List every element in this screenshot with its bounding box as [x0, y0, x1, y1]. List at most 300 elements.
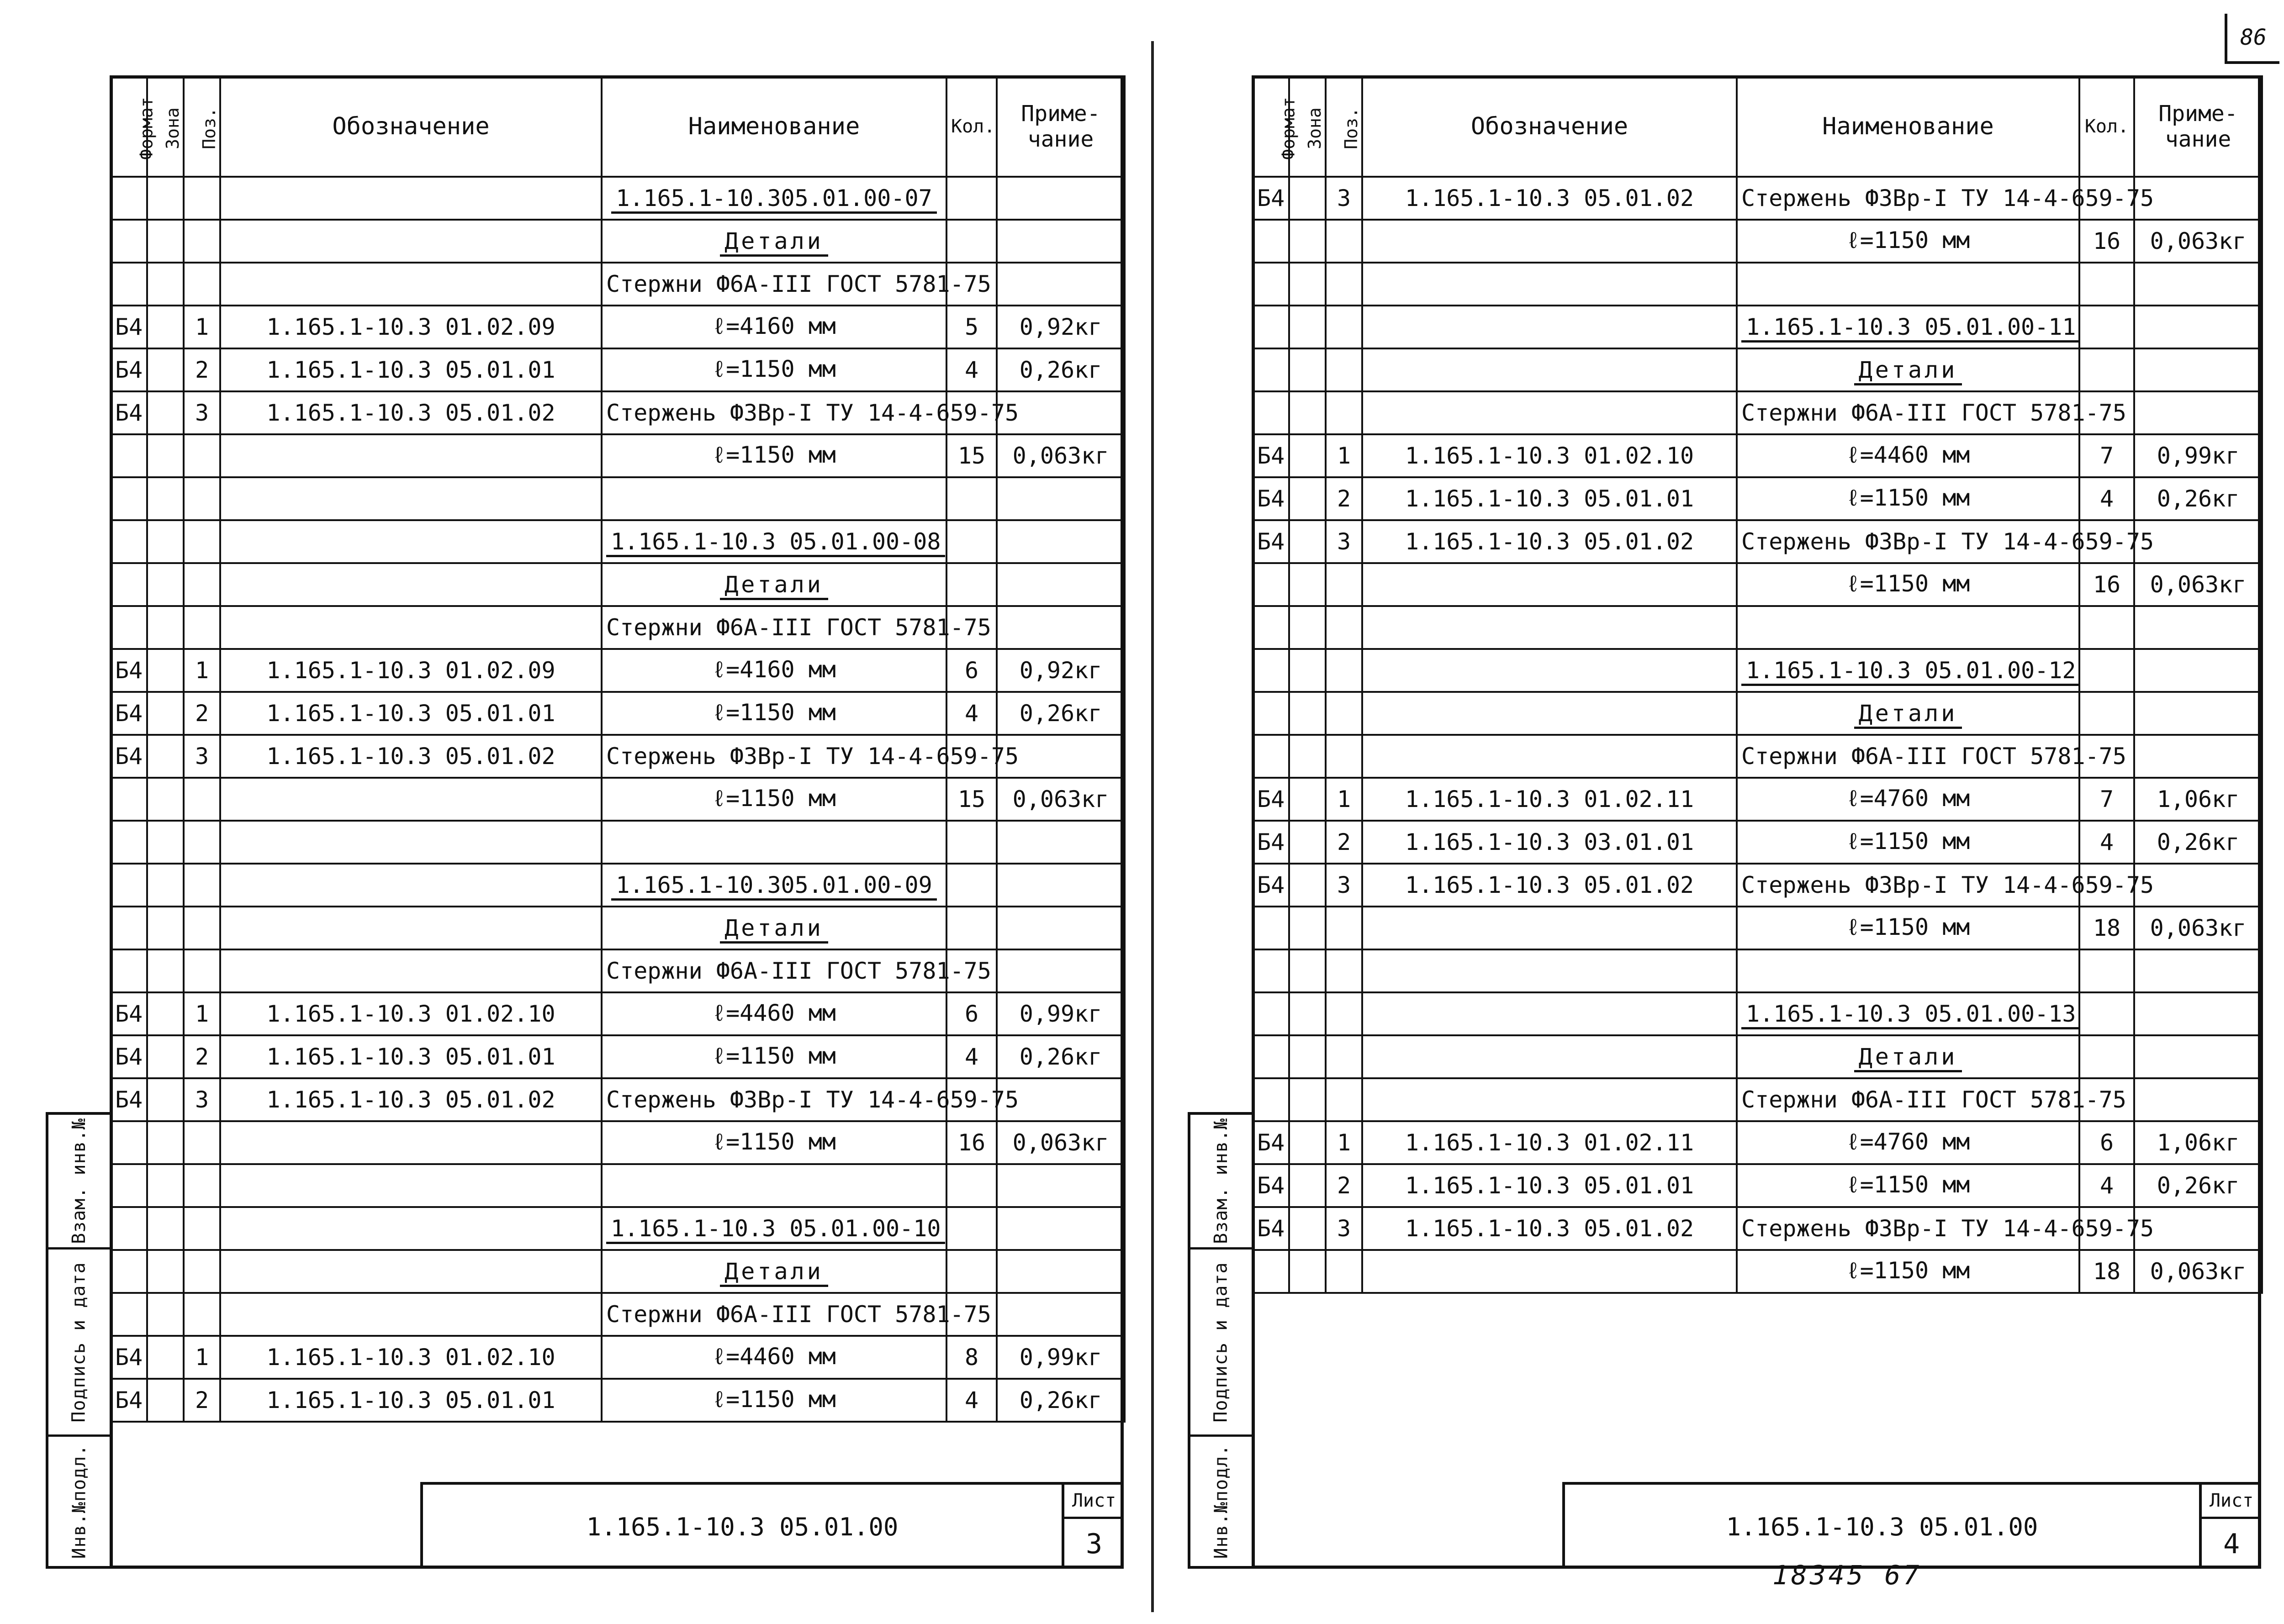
- cell-pos: [1326, 649, 1362, 692]
- cell-name: [1737, 649, 2079, 692]
- cell-qty: 16: [946, 1121, 997, 1164]
- col-format: Формат: [111, 76, 147, 177]
- cell-designation: 1.165.1-10.3 01.02.10: [220, 1336, 602, 1379]
- cell-format: [111, 263, 147, 306]
- cell-qty: [2079, 348, 2134, 391]
- table-row: [111, 520, 1125, 563]
- cell-qty: [2079, 649, 2134, 692]
- cell-designation: [220, 821, 602, 864]
- cell-note: [997, 477, 1125, 520]
- cell-qty: [2079, 1035, 2134, 1078]
- cell-name: ℓ=1150 мм: [1737, 477, 2079, 520]
- cell-pos: 2: [184, 348, 220, 391]
- cell-zone: [1289, 220, 1326, 263]
- spec-table-right: [1252, 75, 2263, 1294]
- cell-designation: [1362, 391, 1737, 434]
- cell-note: [997, 520, 1125, 563]
- cell-designation: [1362, 907, 1737, 949]
- cell-designation: 1.165.1-10.3 05.01.01: [220, 1379, 602, 1422]
- cell-designation: [220, 263, 602, 306]
- cell-format: [1253, 391, 1289, 434]
- spec-sheet-right: [1211, 75, 2261, 1569]
- col-name: Наименование: [1737, 76, 2079, 177]
- cell-name: Стержень Ф3Вр-I ТУ 14-4-659-75: [1737, 177, 2079, 220]
- table-row: [1253, 949, 2262, 992]
- cell-note: 0,063кг: [997, 778, 1125, 821]
- cell-pos: 2: [184, 1379, 220, 1422]
- cell-zone: [147, 1379, 184, 1422]
- cell-zone: [147, 907, 184, 949]
- cell-zone: [1289, 1164, 1326, 1207]
- cell-note: [2134, 649, 2262, 692]
- cell-format: Б4: [111, 992, 147, 1035]
- cell-note: 0,26кг: [997, 692, 1125, 735]
- cell-zone: [1289, 263, 1326, 306]
- col-designation: Обозначение: [220, 76, 602, 177]
- cell-designation: [220, 1293, 602, 1336]
- table-row: [111, 220, 1125, 263]
- cell-designation: 1.165.1-10.3 05.01.02: [220, 391, 602, 434]
- cell-format: [111, 563, 147, 606]
- cell-name: Стержни Ф6А-III ГОСТ 5781-75: [602, 1293, 946, 1336]
- table-header-row: [111, 76, 1125, 177]
- table-row: [1253, 649, 2262, 692]
- cell-pos: [184, 907, 220, 949]
- corner-sheet-mark: [2225, 14, 2279, 64]
- cell-designation: [220, 864, 602, 907]
- cell-pos: [1326, 563, 1362, 606]
- cell-qty: 4: [2079, 1164, 2134, 1207]
- cell-designation: 1.165.1-10.3 01.02.10: [220, 992, 602, 1035]
- cell-name: Стержень Ф3Вр-I ТУ 14-4-659-75: [602, 391, 946, 434]
- cell-note: [2134, 692, 2262, 735]
- stamp-sign-date: Подпись и дата: [1190, 1247, 1252, 1434]
- cell-pos: 1: [184, 649, 220, 692]
- cell-pos: 1: [184, 1336, 220, 1379]
- cell-pos: [184, 177, 220, 220]
- assembly-mark: 1.165.1-10.305.01.00-09: [611, 872, 936, 901]
- cell-format: [111, 1121, 147, 1164]
- cell-designation: [1362, 306, 1737, 348]
- cell-pos: [184, 220, 220, 263]
- cell-pos: [184, 606, 220, 649]
- cell-format: [1253, 1035, 1289, 1078]
- table-row: [1253, 864, 2262, 907]
- corner-mark-text: 86: [2240, 25, 2267, 50]
- cell-pos: [184, 477, 220, 520]
- table-row: [111, 263, 1125, 306]
- cell-note: 0,063кг: [997, 1121, 1125, 1164]
- archive-number: 18345 67: [1772, 1560, 1922, 1591]
- stamp-replaced-inv: Взам. инв.№: [69, 1118, 90, 1244]
- stamp-replaced-inv: Взам. инв.№: [1211, 1118, 1232, 1244]
- table-row: [111, 391, 1125, 434]
- cell-name: [602, 1207, 946, 1250]
- cell-zone: [147, 177, 184, 220]
- title-block-left: [420, 1482, 1124, 1569]
- cell-pos: [1326, 220, 1362, 263]
- cell-qty: 15: [946, 778, 997, 821]
- cell-zone: [1289, 949, 1326, 992]
- cell-pos: [184, 1207, 220, 1250]
- cell-qty: 7: [2079, 778, 2134, 821]
- table-body-left: [111, 177, 1125, 1422]
- cell-name: ℓ=4460 мм: [602, 992, 946, 1035]
- cell-name: Стержни Ф6А-III ГОСТ 5781-75: [602, 263, 946, 306]
- cell-zone: [1289, 306, 1326, 348]
- cell-qty: 4: [946, 348, 997, 391]
- cell-name: [602, 864, 946, 907]
- cell-zone: [147, 1121, 184, 1164]
- cell-format: Б4: [1253, 1207, 1289, 1250]
- cell-name: Стержни Ф6А-III ГОСТ 5781-75: [1737, 1078, 2079, 1121]
- table-row: [111, 1336, 1125, 1379]
- cell-zone: [1289, 992, 1326, 1035]
- cell-zone: [147, 992, 184, 1035]
- cell-designation: 1.165.1-10.3 05.01.02: [1362, 864, 1737, 907]
- cell-format: Б4: [111, 735, 147, 778]
- cell-zone: [1289, 1207, 1326, 1250]
- cell-qty: [946, 563, 997, 606]
- table-row: [1253, 907, 2262, 949]
- spec-sheet-left: [69, 75, 1124, 1569]
- cell-name: Стержень Ф3Вр-I ТУ 14-4-659-75: [602, 735, 946, 778]
- cell-designation: [1362, 1035, 1737, 1078]
- cell-qty: [946, 1164, 997, 1207]
- table-row: [1253, 1078, 2262, 1121]
- cell-format: Б4: [111, 649, 147, 692]
- cell-format: [1253, 949, 1289, 992]
- table-row: [111, 177, 1125, 220]
- cell-format: Б4: [1253, 1164, 1289, 1207]
- table-row: [111, 1121, 1125, 1164]
- cell-name: Стержни Ф6А-III ГОСТ 5781-75: [602, 606, 946, 649]
- cell-note: [997, 821, 1125, 864]
- section-heading: Детали: [720, 915, 828, 944]
- cell-name: [1737, 306, 2079, 348]
- cell-pos: 1: [184, 306, 220, 348]
- spec-table-left: [110, 75, 1126, 1423]
- cell-note: [997, 263, 1125, 306]
- cell-name: ℓ=4460 мм: [602, 1336, 946, 1379]
- cell-zone: [1289, 477, 1326, 520]
- cell-qty: [2079, 949, 2134, 992]
- assembly-mark: 1.165.1-10.305.01.00-07: [611, 185, 936, 214]
- cell-zone: [147, 1336, 184, 1379]
- cell-note: [997, 606, 1125, 649]
- table-row: [111, 606, 1125, 649]
- cell-pos: 1: [1326, 434, 1362, 477]
- cell-note: 0,26кг: [997, 1379, 1125, 1422]
- cell-qty: [2079, 692, 2134, 735]
- cell-designation: [220, 778, 602, 821]
- table-row: [1253, 1035, 2262, 1078]
- table-row: [1253, 1164, 2262, 1207]
- cell-zone: [1289, 649, 1326, 692]
- cell-format: Б4: [1253, 864, 1289, 907]
- cell-pos: 2: [184, 692, 220, 735]
- cell-name: ℓ=1150 мм: [1737, 907, 2079, 949]
- cell-format: Б4: [111, 348, 147, 391]
- cell-zone: [1289, 1250, 1326, 1293]
- sheet-number: 4: [2223, 1528, 2240, 1560]
- cell-zone: [1289, 735, 1326, 778]
- cell-pos: [1326, 949, 1362, 992]
- cell-designation: [220, 177, 602, 220]
- cell-zone: [147, 949, 184, 992]
- cell-pos: 3: [1326, 864, 1362, 907]
- cell-qty: [2079, 306, 2134, 348]
- cell-zone: [1289, 1035, 1326, 1078]
- col-name: Наименование: [602, 76, 946, 177]
- cell-designation: 1.165.1-10.3 05.01.01: [220, 692, 602, 735]
- table-row: [111, 864, 1125, 907]
- cell-qty: [946, 907, 997, 949]
- cell-name: [1737, 263, 2079, 306]
- cell-qty: [946, 220, 997, 263]
- table-row: [1253, 348, 2262, 391]
- assembly-mark: 1.165.1-10.3 05.01.00-11: [1741, 314, 2080, 343]
- cell-zone: [1289, 348, 1326, 391]
- table-row: [1253, 1121, 2262, 1164]
- cell-designation: 1.165.1-10.3 05.01.01: [1362, 1164, 1737, 1207]
- cell-qty: 18: [2079, 1250, 2134, 1293]
- cell-zone: [147, 1035, 184, 1078]
- cell-designation: [1362, 348, 1737, 391]
- table-row: [1253, 306, 2262, 348]
- cell-note: [2134, 1035, 2262, 1078]
- cell-qty: [2079, 263, 2134, 306]
- col-pos: Поз.: [1326, 76, 1362, 177]
- cell-pos: [184, 563, 220, 606]
- cell-pos: 3: [1326, 177, 1362, 220]
- cell-zone: [147, 263, 184, 306]
- cell-qty: [946, 821, 997, 864]
- center-fold-line: [1151, 41, 1154, 1612]
- cell-qty: 18: [2079, 907, 2134, 949]
- cell-zone: [1289, 1078, 1326, 1121]
- cell-zone: [1289, 563, 1326, 606]
- cell-note: [2134, 1078, 2262, 1121]
- cell-note: 0,99кг: [2134, 434, 2262, 477]
- cell-format: [1253, 992, 1289, 1035]
- table-row: [1253, 220, 2262, 263]
- table-row: [1253, 735, 2262, 778]
- col-qty: Кол.: [946, 76, 997, 177]
- cell-note: [2134, 391, 2262, 434]
- cell-format: Б4: [1253, 778, 1289, 821]
- cell-format: Б4: [1253, 434, 1289, 477]
- cell-designation: [1362, 992, 1737, 1035]
- cell-qty: 16: [2079, 563, 2134, 606]
- cell-designation: 1.165.1-10.3 05.01.01: [1362, 477, 1737, 520]
- cell-pos: 1: [1326, 1121, 1362, 1164]
- cell-qty: 4: [2079, 821, 2134, 864]
- cell-qty: [2079, 992, 2134, 1035]
- cell-qty: 4: [946, 1035, 997, 1078]
- table-row: [1253, 1250, 2262, 1293]
- cell-zone: [1289, 1121, 1326, 1164]
- cell-pos: [1326, 348, 1362, 391]
- cell-name: [1737, 949, 2079, 992]
- table-row: [111, 1035, 1125, 1078]
- cell-qty: 6: [946, 649, 997, 692]
- cell-qty: 8: [946, 1336, 997, 1379]
- cell-qty: [2079, 606, 2134, 649]
- cell-format: [111, 1164, 147, 1207]
- stamp-inv-sub: Инв.№подл.: [1190, 1434, 1252, 1566]
- section-heading: Детали: [1854, 357, 1962, 385]
- section-heading: Детали: [720, 571, 828, 600]
- cell-pos: 2: [1326, 1164, 1362, 1207]
- cell-format: [1253, 735, 1289, 778]
- cell-name: Стержни Ф6А-III ГОСТ 5781-75: [602, 949, 946, 992]
- cell-pos: [184, 1121, 220, 1164]
- cell-format: [111, 949, 147, 992]
- table-row: [111, 778, 1125, 821]
- table-row: [111, 821, 1125, 864]
- cell-note: [997, 1293, 1125, 1336]
- cell-designation: [1362, 220, 1737, 263]
- cell-zone: [147, 220, 184, 263]
- table-row: [111, 1078, 1125, 1121]
- cell-designation: [220, 606, 602, 649]
- cell-name: ℓ=1150 мм: [602, 1379, 946, 1422]
- cell-pos: 3: [184, 391, 220, 434]
- cell-pos: [1326, 391, 1362, 434]
- cell-format: [111, 864, 147, 907]
- cell-name: [1737, 1035, 2079, 1078]
- cell-zone: [1289, 864, 1326, 907]
- cell-note: 0,26кг: [2134, 477, 2262, 520]
- col-pos: Поз.: [184, 76, 220, 177]
- cell-name: [1737, 692, 2079, 735]
- cell-note: [997, 1207, 1125, 1250]
- sheet-number-box: [2199, 1485, 2261, 1569]
- cell-pos: 1: [1326, 778, 1362, 821]
- cell-zone: [1289, 778, 1326, 821]
- cell-designation: 1.165.1-10.3 01.02.11: [1362, 778, 1737, 821]
- sheet-number-box: [1062, 1485, 1124, 1569]
- cell-name: [1737, 348, 2079, 391]
- cell-name: [602, 220, 946, 263]
- cell-pos: [184, 864, 220, 907]
- cell-format: [1253, 306, 1289, 348]
- table-row: [111, 649, 1125, 692]
- cell-name: ℓ=1150 мм: [602, 348, 946, 391]
- cell-designation: 1.165.1-10.3 05.01.01: [220, 1035, 602, 1078]
- cell-note: [997, 864, 1125, 907]
- table-row: [111, 1250, 1125, 1293]
- cell-format: [111, 477, 147, 520]
- cell-note: [2134, 306, 2262, 348]
- col-designation: Обозначение: [1362, 76, 1737, 177]
- cell-pos: 1: [184, 992, 220, 1035]
- section-heading: Детали: [720, 228, 828, 257]
- sheet-label: Лист: [2202, 1485, 2261, 1519]
- cell-format: [111, 1250, 147, 1293]
- table-row: [1253, 1207, 2262, 1250]
- cell-pos: [1326, 606, 1362, 649]
- cell-note: 1,06кг: [2134, 1121, 2262, 1164]
- assembly-mark: 1.165.1-10.3 05.01.00-13: [1741, 1001, 2080, 1029]
- cell-note: 0,063кг: [2134, 907, 2262, 949]
- cell-pos: 3: [1326, 520, 1362, 563]
- cell-pos: [184, 821, 220, 864]
- table-row: [1253, 606, 2262, 649]
- cell-zone: [147, 563, 184, 606]
- cell-format: Б4: [1253, 1121, 1289, 1164]
- table-row: [111, 1379, 1125, 1422]
- table-row: [1253, 563, 2262, 606]
- cell-zone: [1289, 821, 1326, 864]
- cell-note: 0,063кг: [2134, 563, 2262, 606]
- cell-qty: 5: [946, 306, 997, 348]
- cell-designation: [220, 220, 602, 263]
- col-note: Приме- чание: [2134, 76, 2262, 177]
- cell-name: [602, 907, 946, 949]
- cell-zone: [147, 778, 184, 821]
- cell-format: [1253, 907, 1289, 949]
- cell-zone: [1289, 907, 1326, 949]
- cell-zone: [147, 1207, 184, 1250]
- cell-qty: 15: [946, 434, 997, 477]
- stamp-column-left: [46, 1112, 110, 1569]
- cell-designation: [1362, 606, 1737, 649]
- cell-pos: [1326, 1078, 1362, 1121]
- cell-designation: [1362, 949, 1737, 992]
- cell-designation: [220, 434, 602, 477]
- cell-qty: 7: [2079, 434, 2134, 477]
- table-row: [111, 1164, 1125, 1207]
- cell-format: [1253, 263, 1289, 306]
- cell-pos: [1326, 1035, 1362, 1078]
- table-row: [1253, 391, 2262, 434]
- cell-name: ℓ=4160 мм: [602, 649, 946, 692]
- cell-name: ℓ=4760 мм: [1737, 1121, 2079, 1164]
- cell-name: [1737, 606, 2079, 649]
- cell-note: 1,06кг: [2134, 778, 2262, 821]
- cell-note: [2134, 348, 2262, 391]
- cell-name: [602, 563, 946, 606]
- table-row: [111, 434, 1125, 477]
- cell-note: [2134, 263, 2262, 306]
- cell-format: [111, 520, 147, 563]
- cell-note: 0,26кг: [2134, 821, 2262, 864]
- drawing-code: 1.165.1-10.3 05.01.00: [586, 1512, 899, 1541]
- cell-format: [111, 177, 147, 220]
- table-row: [1253, 434, 2262, 477]
- cell-name: Стержень Ф3Вр-I ТУ 14-4-659-75: [602, 1078, 946, 1121]
- col-zone: Зона: [1289, 76, 1326, 177]
- table-row: [1253, 778, 2262, 821]
- cell-zone: [1289, 391, 1326, 434]
- cell-name: [602, 177, 946, 220]
- cell-format: [111, 907, 147, 949]
- cell-note: [2134, 992, 2262, 1035]
- cell-format: Б4: [111, 1035, 147, 1078]
- cell-qty: 4: [946, 692, 997, 735]
- cell-pos: [1326, 306, 1362, 348]
- cell-format: Б4: [111, 692, 147, 735]
- section-heading: Детали: [720, 1258, 828, 1287]
- cell-designation: [220, 907, 602, 949]
- cell-name: ℓ=4760 мм: [1737, 778, 2079, 821]
- cell-pos: [1326, 263, 1362, 306]
- cell-zone: [147, 348, 184, 391]
- cell-note: 0,063кг: [997, 434, 1125, 477]
- cell-zone: [147, 692, 184, 735]
